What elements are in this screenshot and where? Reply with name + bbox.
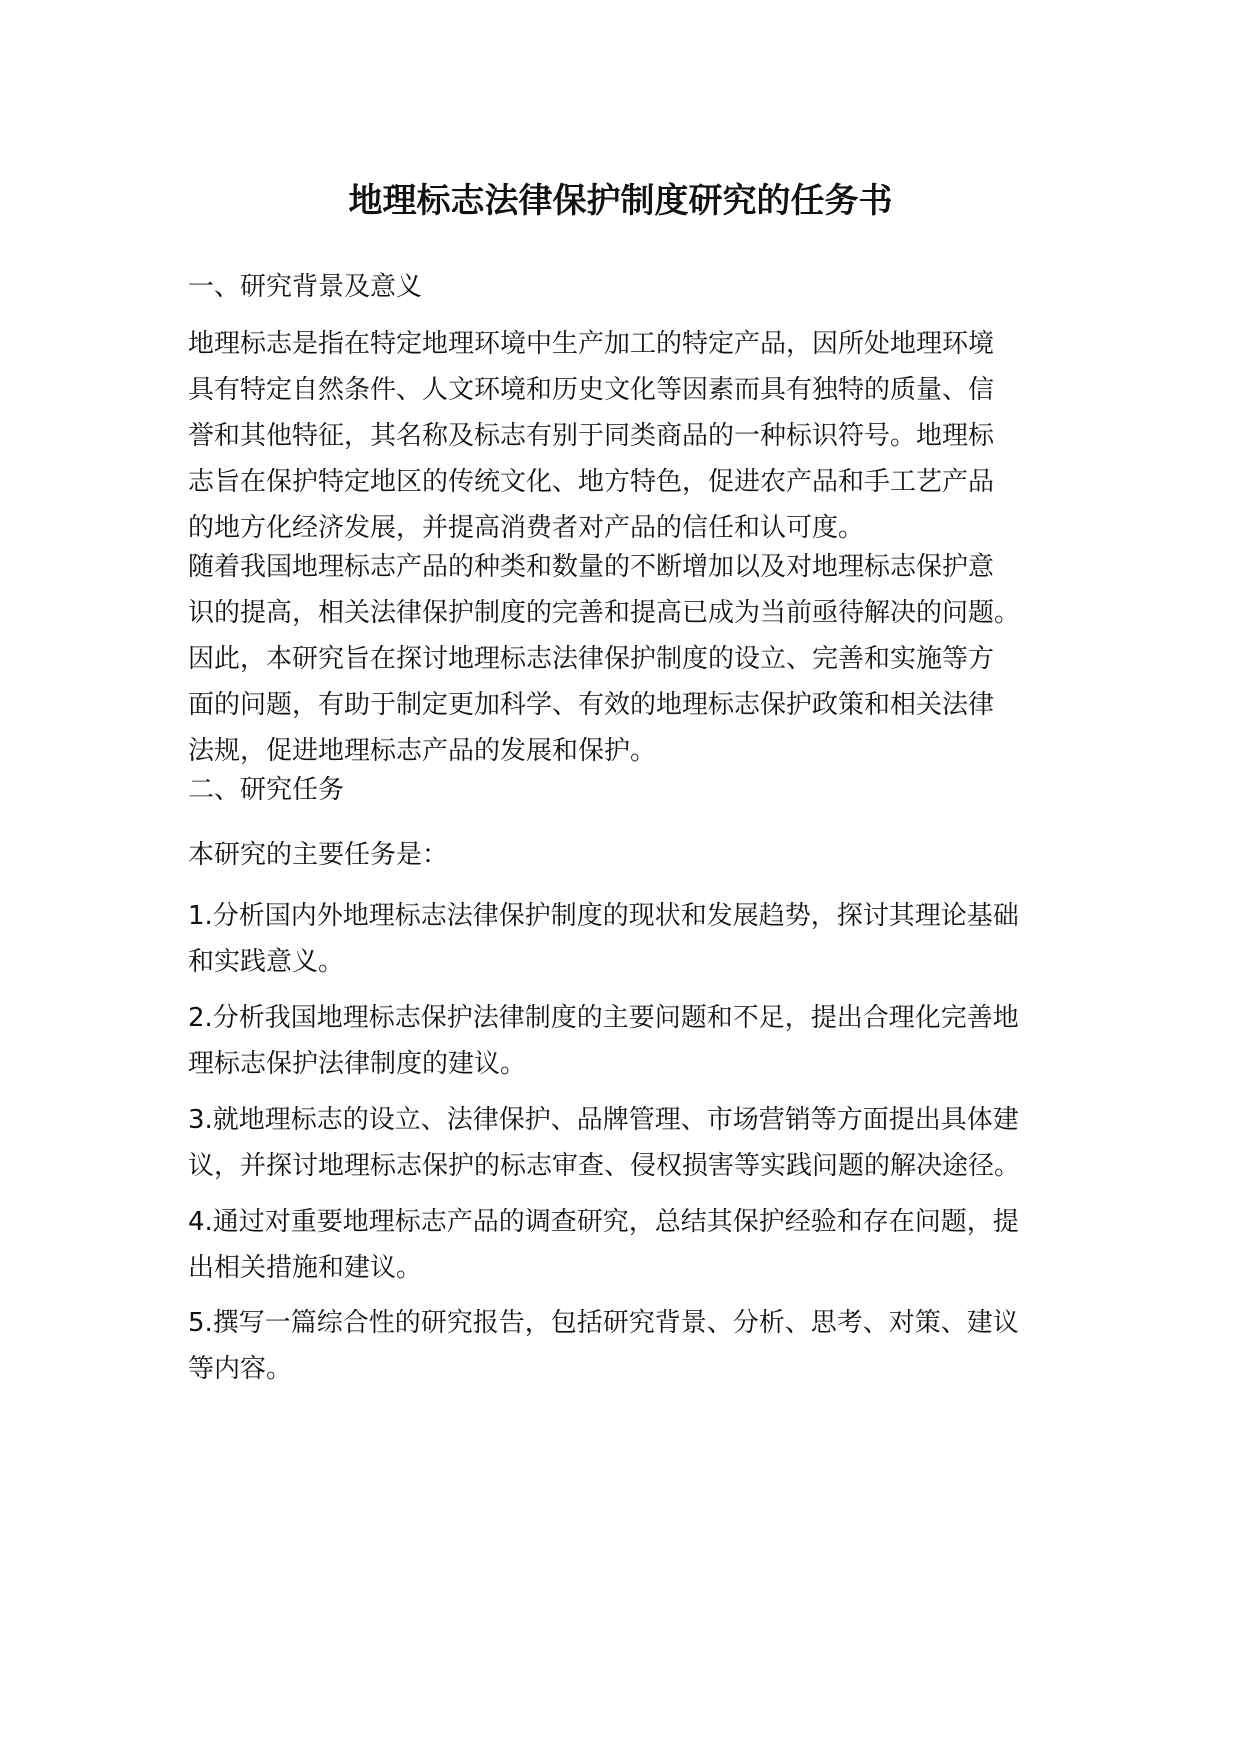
task-line: 出相关措施和建议。 — [188, 1253, 423, 1283]
section1-paragraph-2 — [188, 544, 1068, 774]
task-line: 理标志保护法律制度的建议。 — [188, 1049, 527, 1079]
paragraph-line: 志旨在保护特定地区的传统文化、地方特色，促进农产品和手工艺产品 — [188, 467, 995, 497]
paragraph-line: 誉和其他特征，其名称及标志有别于同类商品的一种标识符号。地理标 — [188, 421, 995, 451]
section2-heading: 二、研究任务 — [188, 775, 345, 805]
task-item-4 — [188, 1199, 1068, 1291]
paragraph-line: 因此，本研究旨在探讨地理标志法律保护制度的设立、完善和实施等方 — [188, 644, 995, 674]
paragraph-line: 识的提高，相关法律保护制度的完善和提高已成为当前亟待解决的问题。 — [188, 598, 1021, 628]
section1-heading: 一、研究背景及意义 — [188, 272, 423, 302]
paragraph-line: 的地方化经济发展，并提高消费者对产品的信任和认可度。 — [188, 513, 865, 543]
section2-intro: 本研究的主要任务是： — [188, 840, 449, 870]
task-line: 等内容。 — [188, 1354, 293, 1384]
task-line: 3.就地理标志的设立、法律保护、品牌管理、市场营销等方面提出具体建 — [188, 1105, 1019, 1135]
task-item-2 — [188, 995, 1068, 1087]
section1-paragraph-1 — [188, 321, 1068, 551]
paragraph-line: 随着我国地理标志产品的种类和数量的不断增加以及对地理标志保护意 — [188, 552, 995, 582]
paragraph-line: 面的问题，有助于制定更加科学、有效的地理标志保护政策和相关法律 — [188, 690, 995, 720]
document-title: 地理标志法律保护制度研究的任务书 — [348, 181, 893, 221]
paragraph-line: 地理标志是指在特定地理环境中生产加工的特定产品，因所处地理环境 — [188, 329, 995, 359]
task-line: 议，并探讨地理标志保护的标志审查、侵权损害等实践问题的解决途径。 — [188, 1151, 1021, 1181]
task-line: 5.撰写一篇综合性的研究报告，包括研究背景、分析、思考、对策、建议 — [188, 1308, 1019, 1338]
task-line: 和实践意义。 — [188, 947, 345, 977]
paragraph-line: 法规，促进地理标志产品的发展和保护。 — [188, 736, 657, 766]
task-line: 4.通过对重要地理标志产品的调查研究，总结其保护经验和存在问题，提 — [188, 1207, 1019, 1237]
task-item-1 — [188, 893, 1068, 985]
task-item-3 — [188, 1097, 1068, 1189]
task-item-5 — [188, 1300, 1068, 1392]
task-line: 2.分析我国地理标志保护法律制度的主要问题和不足，提出合理化完善地 — [188, 1003, 1019, 1033]
task-line: 1.分析国内外地理标志法律保护制度的现状和发展趋势，探讨其理论基础 — [188, 901, 1019, 931]
paragraph-line: 具有特定自然条件、人文环境和历史文化等因素而具有独特的质量、信 — [188, 375, 995, 405]
